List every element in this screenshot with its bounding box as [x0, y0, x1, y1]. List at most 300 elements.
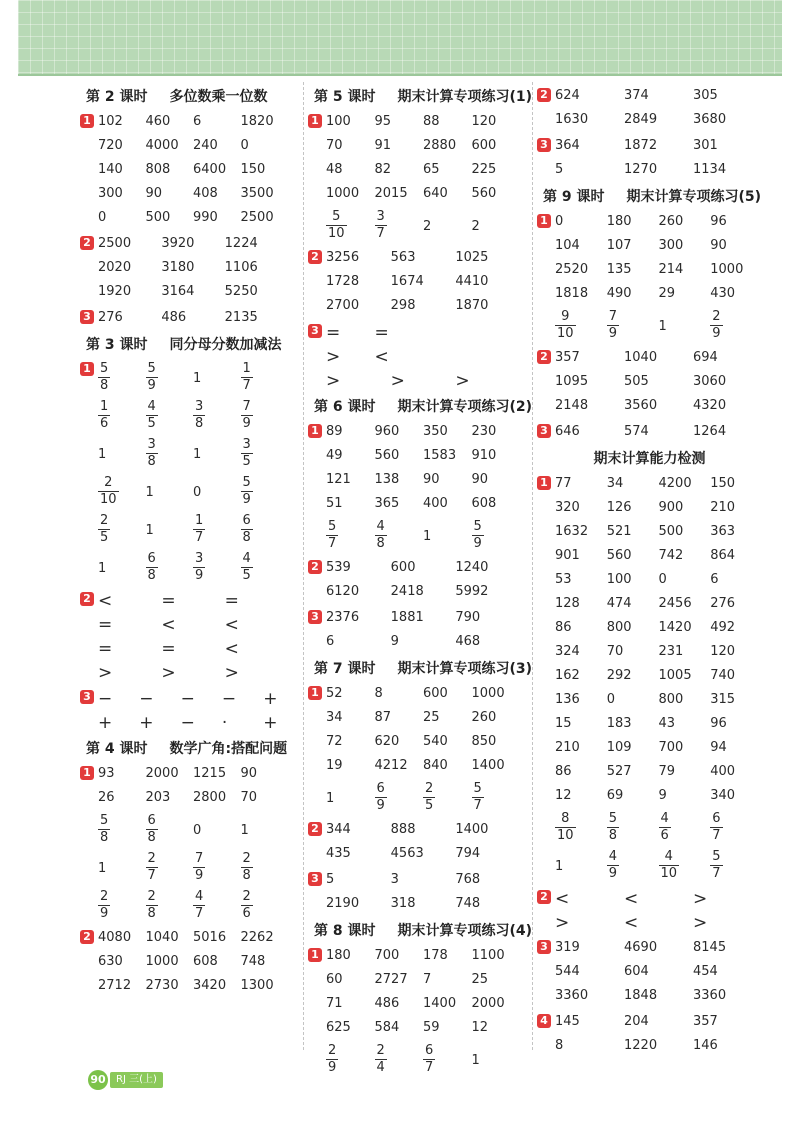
answer-value: 1 [145, 485, 154, 500]
section-heading [86, 738, 287, 758]
fraction-numerator: 2 [376, 1043, 385, 1058]
answer-value: 740 [710, 668, 736, 683]
comparison-symbol: > [224, 663, 239, 683]
section-heading [86, 86, 268, 106]
fraction-numerator: 5 [100, 813, 109, 828]
answer-value: 15 [555, 716, 572, 731]
answer-value: 468 [455, 634, 481, 649]
answer-value: 2376 [326, 610, 360, 625]
answer-value: 1000 [326, 186, 360, 201]
answer-value: 608 [471, 496, 497, 511]
answer-value: 320 [555, 500, 580, 515]
answer-value: 89 [326, 424, 343, 439]
answer-value: 52 [326, 686, 343, 701]
answer-value: 500 [658, 524, 684, 539]
fraction-answer [98, 514, 110, 545]
fraction-denominator: 4 [376, 1060, 385, 1075]
answer-value: 5 [326, 872, 335, 887]
answer-value: 1040 [624, 350, 658, 365]
answer-value: 150 [240, 162, 266, 177]
fraction-answer [423, 1044, 435, 1075]
answer-value: 100 [606, 572, 632, 587]
answer-value: 0 [555, 214, 564, 229]
answer-value: 3920 [161, 236, 195, 251]
answer-value: 43 [658, 716, 676, 731]
answer-value: 51 [326, 496, 343, 511]
answer-value: 2418 [390, 584, 424, 599]
answer-value: 4320 [693, 398, 727, 413]
lesson-title: 期末计算专项练习(5) [626, 189, 762, 205]
fraction-numerator: 5 [332, 209, 341, 224]
answer-value: 69 [606, 788, 624, 803]
fraction-answer [241, 362, 253, 393]
answer-value: 1 [193, 447, 202, 462]
answer-value: 88 [423, 114, 440, 129]
answer-value: 700 [374, 948, 400, 963]
answer-value: 90 [145, 186, 163, 201]
answer-value: 1300 [240, 978, 274, 993]
page-number: 90 [88, 1070, 108, 1090]
question-number-badge: 3 [537, 138, 551, 152]
answer-value: 990 [193, 210, 218, 225]
fraction-answer [241, 552, 253, 583]
question-number-badge: 1 [80, 362, 94, 376]
answer-value: 135 [606, 262, 632, 277]
answer-value: 1400 [423, 996, 457, 1011]
answer-value: 109 [606, 740, 632, 755]
comparison-symbol: + [98, 713, 113, 733]
fraction-denominator: 9 [242, 416, 251, 431]
lesson-label: 第 6 课时 [314, 399, 376, 415]
fraction-answer [659, 812, 671, 843]
column-divider [532, 82, 533, 1050]
fraction-answer [98, 362, 110, 393]
answer-value: 4080 [98, 930, 132, 945]
edition-tag: RJ 三(上) [110, 1072, 163, 1088]
answer-value: 12 [471, 1020, 489, 1035]
answer-value: 600 [471, 138, 497, 153]
fraction-denominator: 8 [147, 454, 156, 469]
answer-value: 4200 [658, 476, 692, 491]
answer-value: 1 [98, 447, 107, 462]
lesson-title: 期末计算能力检测 [593, 451, 706, 467]
answer-value: 90 [710, 238, 727, 253]
question-number-badge: 1 [80, 114, 94, 128]
answer-value: 150 [710, 476, 736, 491]
fraction-numerator: 6 [425, 1043, 434, 1058]
section-heading [86, 334, 282, 354]
answer-value: 79 [658, 764, 676, 779]
answer-value: 2190 [326, 896, 360, 911]
answer-value: 82 [374, 162, 392, 177]
answer-value: 77 [555, 476, 572, 491]
fraction-numerator: 2 [328, 1043, 337, 1058]
answer-value: 344 [326, 822, 351, 837]
answer-value: 505 [624, 374, 649, 389]
fraction-answer [146, 814, 158, 845]
answer-value: 1 [193, 371, 202, 386]
answer-value: 364 [555, 138, 580, 153]
answer-value: 790 [455, 610, 481, 625]
answer-value: 357 [555, 350, 580, 365]
fraction-denominator: 9 [376, 798, 385, 813]
lesson-label: 第 7 课时 [314, 661, 376, 677]
fraction-numerator: 3 [242, 437, 251, 452]
answer-value: 435 [326, 846, 351, 861]
question-number-badge: 2 [308, 250, 322, 264]
question-number-badge: 1 [308, 686, 322, 700]
answer-value: 910 [471, 448, 497, 463]
answer-value: 276 [98, 310, 123, 325]
question-number-badge: 2 [537, 890, 551, 904]
fraction-denominator: 7 [147, 868, 156, 883]
answer-value: 324 [555, 644, 580, 659]
answer-value: 624 [555, 88, 580, 103]
answer-value: 70 [606, 644, 624, 659]
answer-value: 1264 [693, 424, 727, 439]
fraction-answer [241, 514, 253, 545]
answer-value: 2849 [624, 112, 658, 127]
fraction-denominator: 7 [425, 1060, 434, 1075]
answer-value: 3 [390, 872, 399, 887]
section-heading [314, 396, 532, 416]
section-heading [314, 658, 532, 678]
fraction-denominator: 9 [195, 568, 204, 583]
answer-value: 3680 [693, 112, 727, 127]
answer-value: 19 [326, 758, 343, 773]
fraction-answer [146, 552, 158, 583]
fraction-denominator: 8 [608, 828, 618, 843]
answer-value: 315 [710, 692, 736, 707]
fraction-answer [555, 812, 576, 843]
answer-value: 1872 [624, 138, 658, 153]
fraction-denominator: 5 [242, 454, 251, 469]
comparison-symbol: = [161, 591, 176, 611]
fraction-answer [98, 890, 110, 921]
section-heading [314, 920, 532, 940]
fraction-denominator: 5 [100, 530, 109, 545]
answer-value: 700 [658, 740, 684, 755]
question-number-badge: 3 [80, 310, 94, 324]
answer-value: 630 [98, 954, 123, 969]
fraction-denominator: 8 [147, 568, 156, 583]
section-heading [543, 186, 761, 206]
fraction-numerator: 1 [100, 399, 109, 414]
answer-value: 70 [326, 138, 343, 153]
answer-value: 260 [471, 710, 497, 725]
fraction-numerator: 4 [195, 889, 204, 904]
answer-value: 8 [374, 686, 383, 701]
answer-value: 86 [555, 620, 572, 635]
lesson-title: 同分母分数加减法 [169, 337, 282, 353]
answer-value: 107 [606, 238, 632, 253]
answer-value: 210 [555, 740, 580, 755]
answer-value: 850 [471, 734, 497, 749]
fraction-denominator: 8 [195, 416, 204, 431]
answer-value: 2 [423, 219, 432, 234]
fraction-denominator: 8 [376, 536, 385, 551]
answer-value: 34 [326, 710, 343, 725]
answer-value: 162 [555, 668, 580, 683]
comparison-symbol: > [98, 663, 113, 683]
answer-value: 0 [658, 572, 667, 587]
answer-value: 0 [606, 692, 616, 707]
answer-value: 4690 [624, 940, 658, 955]
answer-value: 1 [240, 823, 249, 838]
answer-value: 600 [390, 560, 416, 575]
fraction-denominator: 5 [242, 568, 251, 583]
answer-value: 720 [98, 138, 123, 153]
answer-value: 100 [326, 114, 351, 129]
question-number-badge: 1 [308, 424, 322, 438]
fraction-numerator: 3 [195, 551, 204, 566]
answer-value: 600 [423, 686, 448, 701]
fraction-denominator: 7 [712, 828, 721, 843]
answer-value: 48 [326, 162, 343, 177]
question-number-badge: 2 [80, 592, 94, 606]
fraction-numerator: 4 [147, 399, 156, 414]
fraction-numerator: 5 [608, 811, 618, 826]
lesson-label: 第 2 课时 [86, 89, 148, 105]
answer-value: 260 [658, 214, 684, 229]
fraction-numerator: 1 [195, 513, 204, 528]
question-number-badge: 3 [308, 872, 322, 886]
fraction-numerator: 5 [242, 475, 251, 490]
answer-value: 298 [390, 298, 416, 313]
answer-value: 800 [658, 692, 684, 707]
answer-value: 2456 [658, 596, 692, 611]
answer-value: 454 [693, 964, 718, 979]
answer-value: 492 [710, 620, 736, 635]
lesson-title: 期末计算专项练习(4) [397, 923, 533, 939]
answer-value: 574 [624, 424, 649, 439]
fraction-denominator: 6 [242, 906, 251, 921]
answer-value: 1400 [471, 758, 505, 773]
fraction-answer [326, 1044, 338, 1075]
answer-value: 91 [374, 138, 392, 153]
fraction-denominator: 10 [557, 326, 574, 341]
lesson-title: 期末计算专项练习(1) [397, 89, 533, 105]
answer-value: 96 [710, 716, 727, 731]
fraction-answer [146, 362, 158, 393]
answer-value: 1 [326, 791, 335, 806]
answer-value: 70 [240, 790, 258, 805]
answer-value: 8 [555, 1038, 564, 1053]
answer-value: 2880 [423, 138, 457, 153]
fraction-denominator: 10 [100, 492, 117, 507]
fraction-denominator: 9 [242, 492, 251, 507]
comparison-symbol: = [98, 639, 113, 659]
answer-value: 1818 [555, 286, 589, 301]
fraction-numerator: 5 [473, 781, 482, 796]
lesson-label: 第 5 课时 [314, 89, 376, 105]
fraction-answer [607, 850, 619, 881]
answer-value: 3180 [161, 260, 195, 275]
comparison-symbol: − [180, 689, 195, 709]
answer-value: 2730 [145, 978, 179, 993]
lesson-title: 期末计算专项练习(2) [397, 399, 533, 415]
fraction-numerator: 5 [473, 519, 482, 534]
fraction-numerator: 5 [147, 361, 156, 376]
fraction-numerator: 3 [376, 209, 385, 224]
fraction-denominator: 7 [328, 536, 337, 551]
answer-value: 584 [374, 1020, 400, 1035]
answer-value: 1 [555, 859, 564, 874]
answer-value: 2 [471, 219, 480, 234]
answer-value: 2800 [193, 790, 227, 805]
fraction-denominator: 10 [557, 828, 574, 843]
fraction-numerator: 5 [100, 361, 109, 376]
answer-value: 864 [710, 548, 736, 563]
comparison-symbol: + [263, 689, 278, 709]
answer-value: 748 [240, 954, 266, 969]
lesson-label: 第 8 课时 [314, 923, 376, 939]
fraction-denominator: 9 [712, 326, 721, 341]
comparison-symbol: > [555, 913, 570, 933]
lesson-title: 期末计算专项练习(3) [397, 661, 533, 677]
answer-value: 90 [423, 472, 440, 487]
fraction-answer [241, 476, 253, 507]
answer-value: 490 [606, 286, 632, 301]
answer-value: 1134 [693, 162, 727, 177]
comparison-symbol: > [326, 371, 341, 391]
comparison-symbol: < [374, 347, 389, 367]
lesson-label: 第 9 课时 [543, 189, 605, 205]
comparison-symbol: + [263, 713, 278, 733]
question-number-badge: 1 [80, 766, 94, 780]
fraction-answer [326, 520, 338, 551]
comparison-symbol: − [98, 689, 113, 709]
answer-value: 2520 [555, 262, 589, 277]
answer-value: 604 [624, 964, 649, 979]
answer-value: 318 [390, 896, 416, 911]
answer-value: 840 [423, 758, 448, 773]
answer-value: 1000 [710, 262, 744, 277]
answer-value: 1 [423, 529, 432, 544]
answer-value: 136 [555, 692, 580, 707]
answer-value: 5250 [224, 284, 258, 299]
answer-value: 1040 [145, 930, 179, 945]
fraction-answer [710, 310, 722, 341]
answer-value: 1095 [555, 374, 589, 389]
comparison-symbol: = [98, 615, 113, 635]
fraction-answer [193, 852, 205, 883]
answer-value: 563 [390, 250, 416, 265]
answer-value: 120 [710, 644, 736, 659]
answer-value: 146 [693, 1038, 718, 1053]
answer-value: 1000 [145, 954, 179, 969]
answer-value: 6 [710, 572, 719, 587]
answer-value: 1100 [471, 948, 505, 963]
fraction-denominator: 8 [242, 868, 251, 883]
answer-value: 319 [555, 940, 580, 955]
comparison-symbol: < [555, 889, 570, 909]
fraction-answer [241, 890, 253, 921]
answer-value: 2700 [326, 298, 360, 313]
fraction-answer [98, 814, 110, 845]
answer-value: 2727 [374, 972, 408, 987]
fraction-numerator: 2 [147, 851, 156, 866]
fraction-numerator: 4 [608, 849, 618, 864]
fraction-numerator: 3 [195, 399, 204, 414]
answer-value: 560 [374, 448, 400, 463]
answer-value: 3360 [555, 988, 589, 1003]
answer-value: 1728 [326, 274, 360, 289]
answer-value: 183 [606, 716, 632, 731]
fraction-answer [375, 1044, 387, 1075]
fraction-answer [423, 782, 435, 813]
fraction-answer [472, 520, 484, 551]
answer-value: 768 [455, 872, 481, 887]
answer-value: 94 [710, 740, 727, 755]
question-number-badge: 3 [308, 610, 322, 624]
fraction-numerator: 2 [242, 889, 251, 904]
answer-value: 1220 [624, 1038, 658, 1053]
answer-value: 1240 [455, 560, 489, 575]
answer-value: 138 [374, 472, 400, 487]
fraction-answer [241, 438, 253, 469]
fraction-answer [710, 812, 722, 843]
fraction-answer [241, 400, 253, 431]
answer-value: 128 [555, 596, 580, 611]
fraction-numerator: 4 [376, 519, 385, 534]
answer-value: 95 [374, 114, 392, 129]
fraction-numerator: 3 [147, 437, 156, 452]
comparison-symbol: − [180, 713, 195, 733]
answer-value: 93 [98, 766, 115, 781]
answer-value: 794 [455, 846, 481, 861]
fraction-denominator: 8 [100, 378, 109, 393]
answer-value: 1106 [224, 260, 258, 275]
answer-value: 363 [710, 524, 736, 539]
answer-value: 694 [693, 350, 718, 365]
comparison-symbol: < [624, 889, 639, 909]
answer-value: 540 [423, 734, 448, 749]
comparison-symbol: − [221, 689, 237, 709]
fraction-answer [98, 476, 119, 507]
comparison-symbol: > [161, 663, 176, 683]
fraction-numerator: 2 [712, 309, 721, 324]
answer-value: 2148 [555, 398, 589, 413]
question-number-badge: 3 [80, 690, 94, 704]
fraction-answer [193, 400, 205, 431]
answer-value: 0 [193, 485, 202, 500]
answer-value: 901 [555, 548, 580, 563]
answer-value: 126 [606, 500, 632, 515]
answer-value: 9 [390, 634, 399, 649]
answer-value: 486 [374, 996, 400, 1011]
fraction-numerator: 7 [242, 399, 251, 414]
answer-value: 1005 [658, 668, 692, 683]
comparison-symbol: < [98, 591, 113, 611]
comparison-symbol: > [693, 889, 708, 909]
fraction-numerator: 6 [376, 781, 385, 796]
comparison-symbol: + [139, 713, 154, 733]
answer-value: 539 [326, 560, 351, 575]
answer-value: 1881 [390, 610, 424, 625]
fraction-denominator: 7 [242, 378, 251, 393]
fraction-denominator: 8 [100, 830, 109, 845]
answer-value: 0 [240, 138, 249, 153]
fraction-denominator: 8 [147, 906, 156, 921]
answer-value: 59 [423, 1020, 440, 1035]
comparison-symbol: > [455, 371, 470, 391]
answer-value: 3164 [161, 284, 195, 299]
fraction-answer [472, 782, 484, 813]
comparison-symbol: = [326, 323, 341, 343]
answer-value: 5016 [193, 930, 227, 945]
answer-value: 560 [606, 548, 632, 563]
